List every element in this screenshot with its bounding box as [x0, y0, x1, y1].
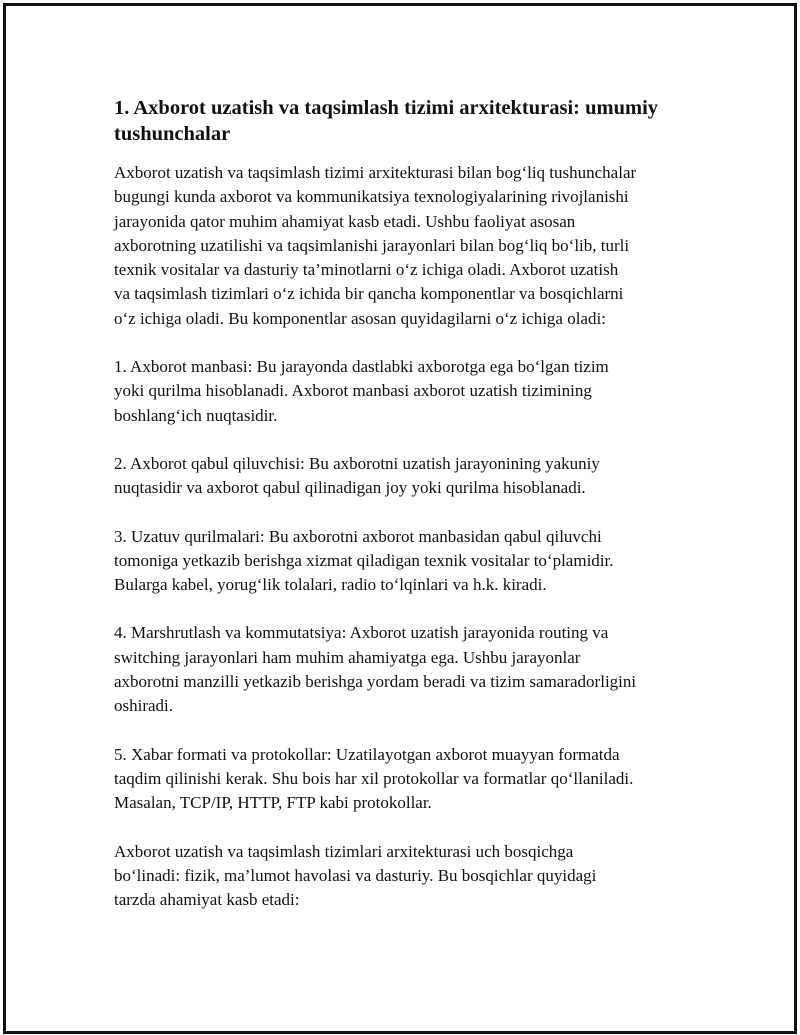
paragraph-line: 2. Axborot qabul qiluvchisi: Bu axborotni uzatish jarayonining yakuniy — [114, 453, 600, 473]
intro-paragraph — [114, 161, 694, 331]
paragraph-line: 3. Uzatuv qurilmalari: Bu axborotni axborot manbasidan qabul qiluvchi — [114, 526, 602, 546]
paragraph-line: Axborot uzatish va taqsimlash tizimi arxitekturasi bilan bog‘liq tushunchalar — [114, 163, 637, 182]
paragraph-line: axborotning uzatilishi va taqsimlanishi jarayonlari bilan bog‘liq bo‘lib, turli — [114, 235, 630, 255]
paragraph-line: yoki qurilma hisoblanadi. Axborot manbasi axborot uzatish tizimining — [114, 381, 592, 401]
closing-paragraph — [114, 840, 694, 913]
paragraph-line: boshlang‘ich nuqtasidir. — [114, 405, 278, 425]
paragraph-line: va taqsimlash tizimlari o‘z ichida bir qancha komponentlar va bosqichlarni — [114, 284, 624, 304]
list-item-paragraph — [114, 452, 694, 501]
document-body — [114, 95, 694, 936]
list-item-paragraph — [114, 621, 694, 718]
paragraph-line: switching jarayonlari ham muhim ahamiyatga ega. Ushbu jarayonlar — [114, 647, 581, 667]
paragraph-line: nuqtasidir va axborot qabul qilinadigan joy yoki qurilma hisoblanadi. — [114, 478, 586, 498]
paragraph-line: oshiradi. — [114, 696, 174, 716]
list-item-paragraph — [114, 525, 694, 598]
paragraph-line: jarayonida qator muhim ahamiyat kasb etadi. Ushbu faoliyat asosan — [114, 211, 576, 231]
paragraph-line: bo‘linadi: fizik, ma’lumot havolasi va dasturiy. Bu bosqichlar quyidagi — [114, 865, 597, 885]
list-item-paragraph — [114, 743, 694, 816]
paragraph-line: tarzda ahamiyat kasb etadi: — [114, 890, 300, 910]
paragraph-line: bugungi kunda axborot va kommunikatsiya texnologiyalarining rivojlanishi — [114, 187, 629, 207]
section-heading-line: tushunchalar — [114, 123, 231, 145]
paragraph-line: o‘z ichiga oladi. Bu komponentlar asosan quyidagilarni o‘z ichiga oladi: — [114, 308, 606, 328]
paragraph-line: 4. Marshrutlash va kommutatsiya: Axborot uzatish jarayonida routing va — [114, 623, 609, 643]
paragraph-line: 1. Axborot manbasi: Bu jarayonda dastlabki axborotga ega bo‘lgan tizim — [114, 357, 609, 377]
paragraph-line: axborotni manzilli yetkazib berishga yordam beradi va tizim samaradorligini — [114, 672, 637, 692]
paragraph-line: texnik vositalar va dasturiy ta’minotlarni o‘z ichiga oladi. Axborot uzatish — [114, 260, 619, 280]
paragraph-line: Bularga kabel, yorug‘lik tolalari, radio to‘lqinlari va h.k. kiradi. — [114, 575, 547, 595]
paragraph-line: tomoniga yetkazib berishga xizmat qiladigan texnik vositalar to‘plamidir. — [114, 550, 614, 570]
paragraph-line: Masalan, TCP/IP, HTTP, FTP kabi protokollar. — [114, 793, 432, 813]
list-item-paragraph — [114, 355, 694, 428]
section-heading — [114, 95, 694, 147]
paragraph-line: Axborot uzatish va taqsimlash tizimlari arxitekturasi uch bosqichga — [114, 841, 574, 861]
paragraph-line: taqdim qilinishi kerak. Shu bois har xil protokollar va formatlar qo‘llaniladi. — [114, 768, 634, 788]
paragraph-line: 5. Xabar formati va protokollar: Uzatilayotgan axborot muayyan formatda — [114, 744, 620, 764]
section-heading-line: 1. Axborot uzatish va taqsimlash tizimi arxitekturasi: umumiy — [114, 97, 659, 119]
